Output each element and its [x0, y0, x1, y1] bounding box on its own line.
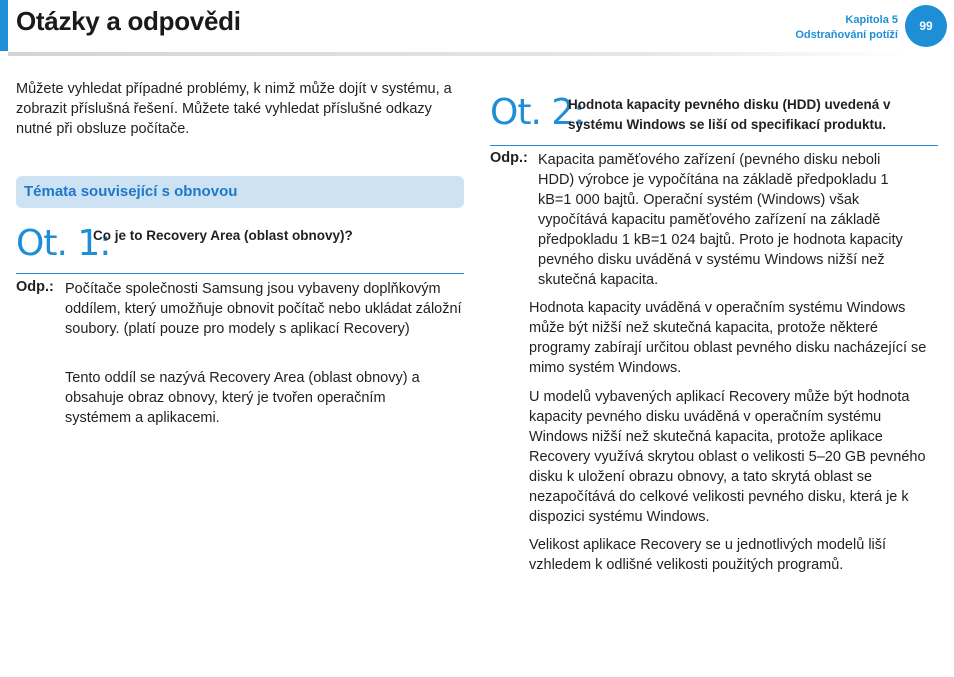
- answer-1-paragraph-2: Tento oddíl se nazývá Recovery Area (oblast obnovy) a obsahuje obraz obnovy, který je tvořen operačním systémem a aplikacemi.: [65, 370, 420, 426]
- intro-text: Můžete vyhledat případné problémy, k nimž může dojít v systému, a zobrazit příslušná řešení. Můžete také vyhledat příslušné odkazy nutné při obsluze počítače.: [16, 81, 452, 137]
- answer-2-paragraph-3: U modelů vybavených aplikací Recovery může být hodnota kapacity pevného disku uváděná v operačním systému Windows nižší než skutečná kapacita, protože aplikace Recovery využívá skrytou oblast o velikosti 5–20 GB pevného disku k uložení obrazu obnovy, a tato skrytá oblast se nezapočítává do celkové velikosti pevného disku, která je k dispozici systému Windows.: [529, 389, 926, 525]
- answer-2-paragraph-2: Hodnota kapacity uváděná v operačním systému Windows může být nižší než skutečná kapacita, protože některé programy zabírají určitou oblast pevného disku nacházející se mimo systém Windows.: [529, 300, 927, 376]
- page-title: Otázky a odpovědi: [16, 6, 241, 36]
- answer-1-paragraph-1: Počítače společnosti Samsung jsou vybaveny doplňkovým oddílem, který umožňuje obnovit počítač nebo ukládat záložní soubory. (platí pouze pro modely s aplikací Recovery): [65, 281, 462, 337]
- question-2-label: Ot. 2:: [490, 92, 585, 133]
- question-1-divider: [16, 273, 464, 274]
- answer-2-paragraph-4: Velikost aplikace Recovery se u jednotlivých modelů liší vzhledem k odlišné velikosti použitých programů.: [529, 537, 887, 573]
- question-2-divider: [490, 145, 938, 146]
- question-1-label: Ot. 1:: [16, 223, 111, 264]
- question-1-text: Co je to Recovery Area (oblast obnovy)?: [93, 228, 353, 243]
- section-heading-bar: [16, 176, 464, 208]
- answer-2-paragraph-1: Kapacita paměťového zařízení (pevného disku neboli HDD) výrobce je vypočítána na základě předpokladu 1 kB=1 000 bajtů. Operační systém (Windows) však vypočítává kapacitu paměťového zařízení na základě předpokladu 1 kB=1 024 bajtů. Proto je hodnota kapacity pevného disku uváděná v systému Windows nižší než skutečná kapacita.: [538, 152, 903, 288]
- header-accent-bar: [0, 0, 8, 51]
- page-number-badge: 99: [905, 5, 947, 47]
- section-title: Témata související s obnovou: [24, 183, 238, 200]
- chapter-title: Odstraňování potíží: [795, 29, 898, 41]
- answer-2-label: Odp.:: [490, 150, 528, 166]
- chapter-info: [795, 13, 898, 43]
- header-divider: [8, 52, 908, 56]
- question-2-text: Hodnota kapacity pevného disku (HDD) uvedená v systému Windows se liší od specifikací produktu.: [568, 97, 891, 132]
- answer-1-label: Odp.:: [16, 279, 54, 295]
- chapter-number: Kapitola 5: [845, 14, 898, 26]
